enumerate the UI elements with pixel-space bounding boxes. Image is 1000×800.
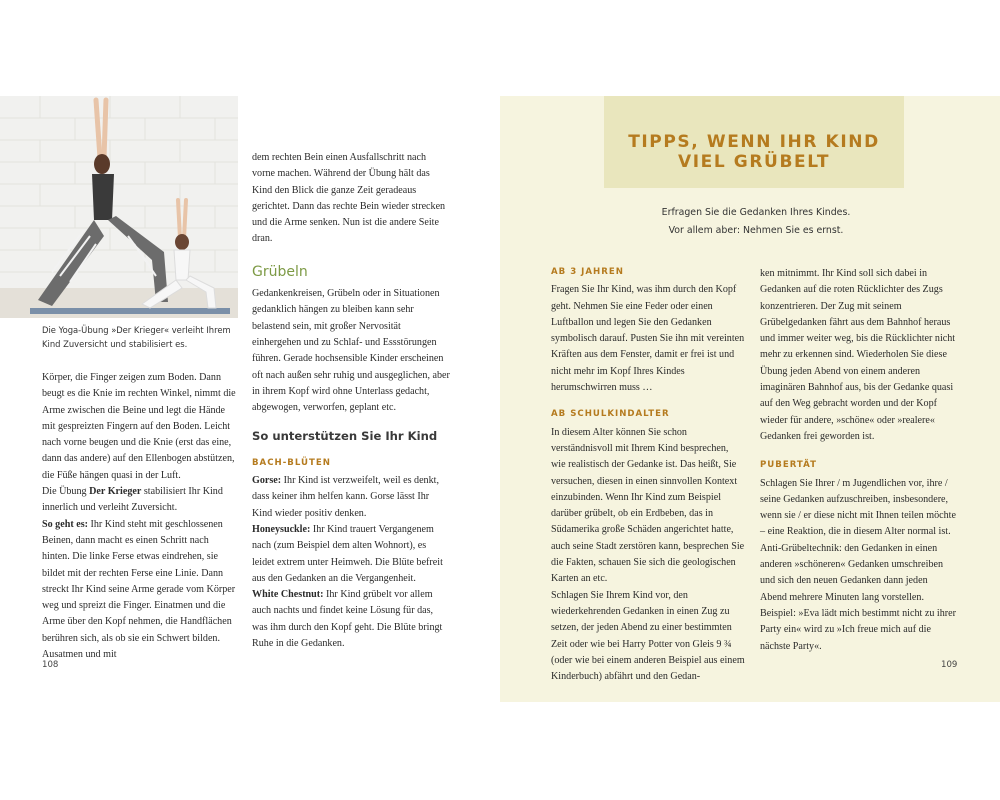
text: stabilisiert Ihr Kind innerlich und verleiht Zuversicht. (42, 486, 223, 514)
label-heading: AB SCHULKINDALTER (551, 409, 670, 420)
right-column-2 (760, 266, 956, 655)
label-heading: AB 3 JAHREN (551, 267, 624, 277)
intro-text (600, 204, 912, 240)
intro-line: Erfragen Sie die Gedanken Ihres Kindes. (661, 207, 851, 218)
paragraph (252, 522, 450, 587)
bold-term: White Chestnut: (252, 589, 324, 601)
bold-term: Honeysuckle: (252, 523, 311, 535)
paragraph: Gedankenkreisen, Grübeln oder in Situationen gedanklich hängen zu bleiben kann sehr belastend sein, mit großer Nervosität einhergehen und zu Schlaf- und Essstörungen führen. Gerade hochsensible Kinder erscheinen oft nach außen sehr ruhig und ausgeglichen, aber in ihrem Kopf wird ohne Unterlass gedacht, abgewogen, verworfen, geplant etc. (252, 288, 450, 414)
page-title: TIPPS, WENN IHR KIND VIEL GRÜBELT (628, 132, 880, 172)
page-number-left: 108 (42, 660, 59, 670)
paragraph: Schlagen Sie Ihrem Kind vor, den wiederkehrenden Gedanken in einen Zug zu setzen, der jeden Abend zu einer bestimmten Zeit oder wie bei Harry Potter von Gleis 9 ¾ (oder wie bei einem anderen Beispiel aus einem Kinderbuch) abfährt und den Gedan- (551, 589, 745, 683)
section-heading: Grübeln (252, 263, 308, 280)
right-column-1 (551, 264, 745, 685)
left-column-1 (42, 370, 238, 663)
paragraph: Anti-Grübeltechnik: den Gedanken in einen anderen »schöneren« Gedanken umschreiben und sich den neuen Gedanken dann jeden Abend mehrere Minuten lang vorstellen. Beispiel: »Eva lädt mich bestimmt nicht zu ihrer Party ein« wird zu »Ich freue mich auf die nächste Party«. (760, 542, 956, 652)
paragraph (252, 587, 450, 652)
yoga-illustration (0, 96, 238, 318)
text: Die Übung (42, 486, 90, 498)
paragraph: In diesem Alter können Sie schon verständnisvoll mit Ihrem Kind besprechen, wie realistisch der Gedanke ist. Das heißt, Sie versuchen, diesen in einen sinnvollen Kontext einzubinden. Wenn Ihr Kind zum Beispiel darüber grübelt, ob ein Erdbeben, das in Südamerika große Schäden angerichtet hatte, auch seine Stadt zerstören kann, besprechen Sie die Fakten, schauen Sie sich die geologischen Karten an etc. (551, 426, 745, 585)
bold-term: Gorse: (252, 475, 282, 487)
paragraph: Körper, die Finger zeigen zum Boden. Dann beugt es die Knie im rechten Winkel, nimmt die Arme zwischen die Beine und legt die Hände mit gespreizten Fingern auf den Boden. Leicht nach vorne beugen und die Knie (erst das eine, dann das andere) auf den Ellenbogen abstützen, die Füße hängen quasi in der Luft. (42, 372, 236, 481)
label-heading: BACH-BLÜTEN (252, 457, 331, 468)
paragraph: Fragen Sie Ihr Kind, was ihm durch den Kopf geht. Nehmen Sie eine Feder oder einen Luftballon und legen Sie den Gedanken symbolisch darauf. Pusten Sie ihn mit vereinten Kräften aus dem Fenster, damit er frei ist und nicht mehr im Kopf Ihres Kindes herumschwirren muss … (551, 284, 745, 394)
paragraph: dem rechten Bein einen Ausfallschritt nach vorne machen. Während der Übung hält das Kind den Blick die ganze Zeit geradeaus gerichtet. Dann das rechte Bein wieder strecken und die Arme senken. Nun ist die andere Seite dran. (252, 152, 446, 245)
photo-caption: Die Yoga-Übung »Der Krieger« verleiht Ihrem Kind Zuversicht und stabilisiert es. (42, 325, 231, 349)
paragraph (252, 473, 450, 522)
text: Ihr Kind steht mit geschlossenen Beinen, dann macht es einen Schritt nach hinten. Die linke Ferse etwas eindrehen, sie bildet mit der rechten Ferse eine Linie. Dann streckt Ihr Kind seine Arme gerade vom Körper weg und spreizt die Finger. Einatmen und die Arme über den Kopf nehmen, die Handflächen berühren sich, als ob sie ein Schwert bilden. Ausatmen und mit (42, 518, 236, 661)
text: Ihr Kind ist verzweifelt, weil es denkt, dass keiner ihm helfen kann. Gorse lässt Ihr Kind wieder positiv denken. (252, 475, 439, 519)
paragraph (42, 517, 238, 664)
text: Ihr Kind grübelt vor allem auch nachts und findet keine Lösung für das, was ihm durch den Kopf geht. Die Blüte bringt Ruhe in die Gedanken. (252, 589, 443, 650)
text: Ihr Kind trauert Vergangenem nach (zum Beispiel dem alten Wohnort), es leidet extrem unter Heimweh. Die Blüte befreit aus den Gedanken an die Vergangenheit. (252, 523, 443, 584)
intro-line: Vor allem aber: Nehmen Sie es ernst. (668, 225, 844, 236)
bold-term: So geht es: (42, 518, 88, 530)
subheading: So unterstützen Sie Ihr Kind (252, 429, 438, 444)
paragraph (42, 484, 238, 517)
page-number-right: 109 (941, 660, 958, 670)
label-heading: PUBERTÄT (760, 460, 817, 471)
left-column-2 (252, 150, 450, 652)
bold-term: Der Krieger (89, 486, 142, 498)
paragraph: ken mitnimmt. Ihr Kind soll sich dabei in Gedanken auf die roten Rücklichter des Zugs konzentrieren. Der Zug mit seinem Grübelgedanken fährt aus dem Bahnhof heraus und immer weiter weg, bis die Rücklichter nicht mehr zu erkennen sind. Wiederholen Sie diese Übung jeden Abend von einem anderen imaginären Bahnhof aus, bis der Gedanke quasi auf den Weg gebracht worden und der Kopf wieder für andere, »schöne« oder »realere« Gedanken frei geworden ist. (760, 268, 956, 442)
yoga-photo (0, 96, 238, 318)
paragraph: Schlagen Sie Ihrer / m Jugendlichen vor, ihre / seine Gedanken aufzuschreiben, insbesondere, wenn sie / er diese nicht mit Ihnen teilen möchte – eine Reaktion, die in diesem Alter normal ist. (760, 477, 956, 538)
